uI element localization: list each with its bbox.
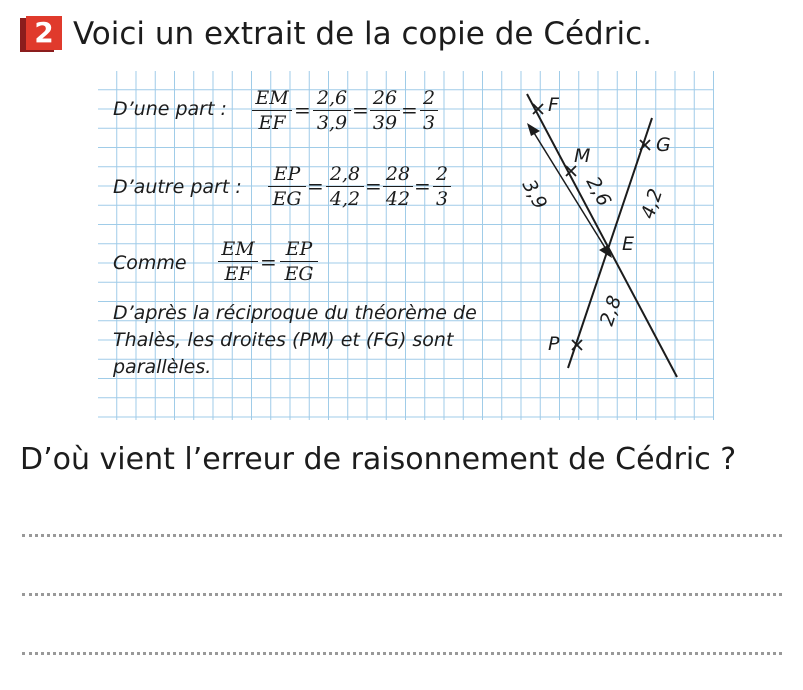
conclusion-text: D’après la réciproque du théorème de Thalès, les droites (PM) et (FG) sont parallèles.: [113, 302, 477, 378]
point-label-e: E: [622, 233, 635, 255]
line1-fraction-4: $\frac{2}{3}$: [420, 86, 438, 135]
exercise-title: Voici un extrait de la copie de Cédric.: [73, 16, 652, 52]
arrowhead-f: [527, 123, 540, 136]
point-label-p: P: [548, 333, 560, 355]
equals-sign: =: [260, 250, 277, 274]
answer-line-3[interactable]: [22, 652, 782, 655]
measure-label-em: 2,6: [581, 173, 616, 211]
line1-label: D’une part :: [113, 98, 227, 120]
question-text: D’où vient l’erreur de raisonnement de Cédric ?: [20, 442, 737, 477]
line3-label: Comme: [113, 252, 187, 274]
measure-label-ef: 3,9: [517, 176, 552, 214]
measure-label-ep: 2,8: [595, 293, 627, 329]
equals-sign: =: [352, 98, 369, 122]
measure-label-eg: 4,2: [636, 186, 668, 222]
equals-sign: =: [401, 98, 418, 122]
equals-sign: =: [414, 174, 431, 198]
line2-fraction-3: $\frac{28}{42}$: [383, 162, 413, 211]
point-label-g: G: [656, 134, 671, 156]
line3-fraction-1: $\frac{EM}{EF}$: [218, 237, 258, 286]
line2-fraction-4: $\frac{2}{3}$: [433, 162, 451, 211]
point-label-f: F: [548, 94, 559, 116]
line2-fraction-2: $\frac{2,8}{4,2}$: [326, 162, 364, 211]
line1-fraction-3: $\frac{26}{39}$: [370, 86, 400, 135]
answer-line-2[interactable]: [22, 593, 782, 596]
line1-fraction-1: $\frac{EM}{EF}$: [252, 86, 292, 135]
line1-fraction-2: $\frac{2,6}{3,9}$: [313, 86, 351, 135]
exercise-number: 2: [26, 16, 62, 50]
line3-fraction-2: $\frac{EP}{EG}$: [280, 237, 318, 286]
line2-label: D’autre part :: [113, 176, 242, 198]
equals-sign: =: [307, 174, 324, 198]
answer-line-1[interactable]: [22, 534, 782, 537]
point-label-m: M: [574, 145, 591, 167]
equals-sign: =: [365, 174, 382, 198]
line2-fraction-1: $\frac{EP}{EG}$: [268, 162, 306, 211]
equals-sign: =: [294, 98, 311, 122]
